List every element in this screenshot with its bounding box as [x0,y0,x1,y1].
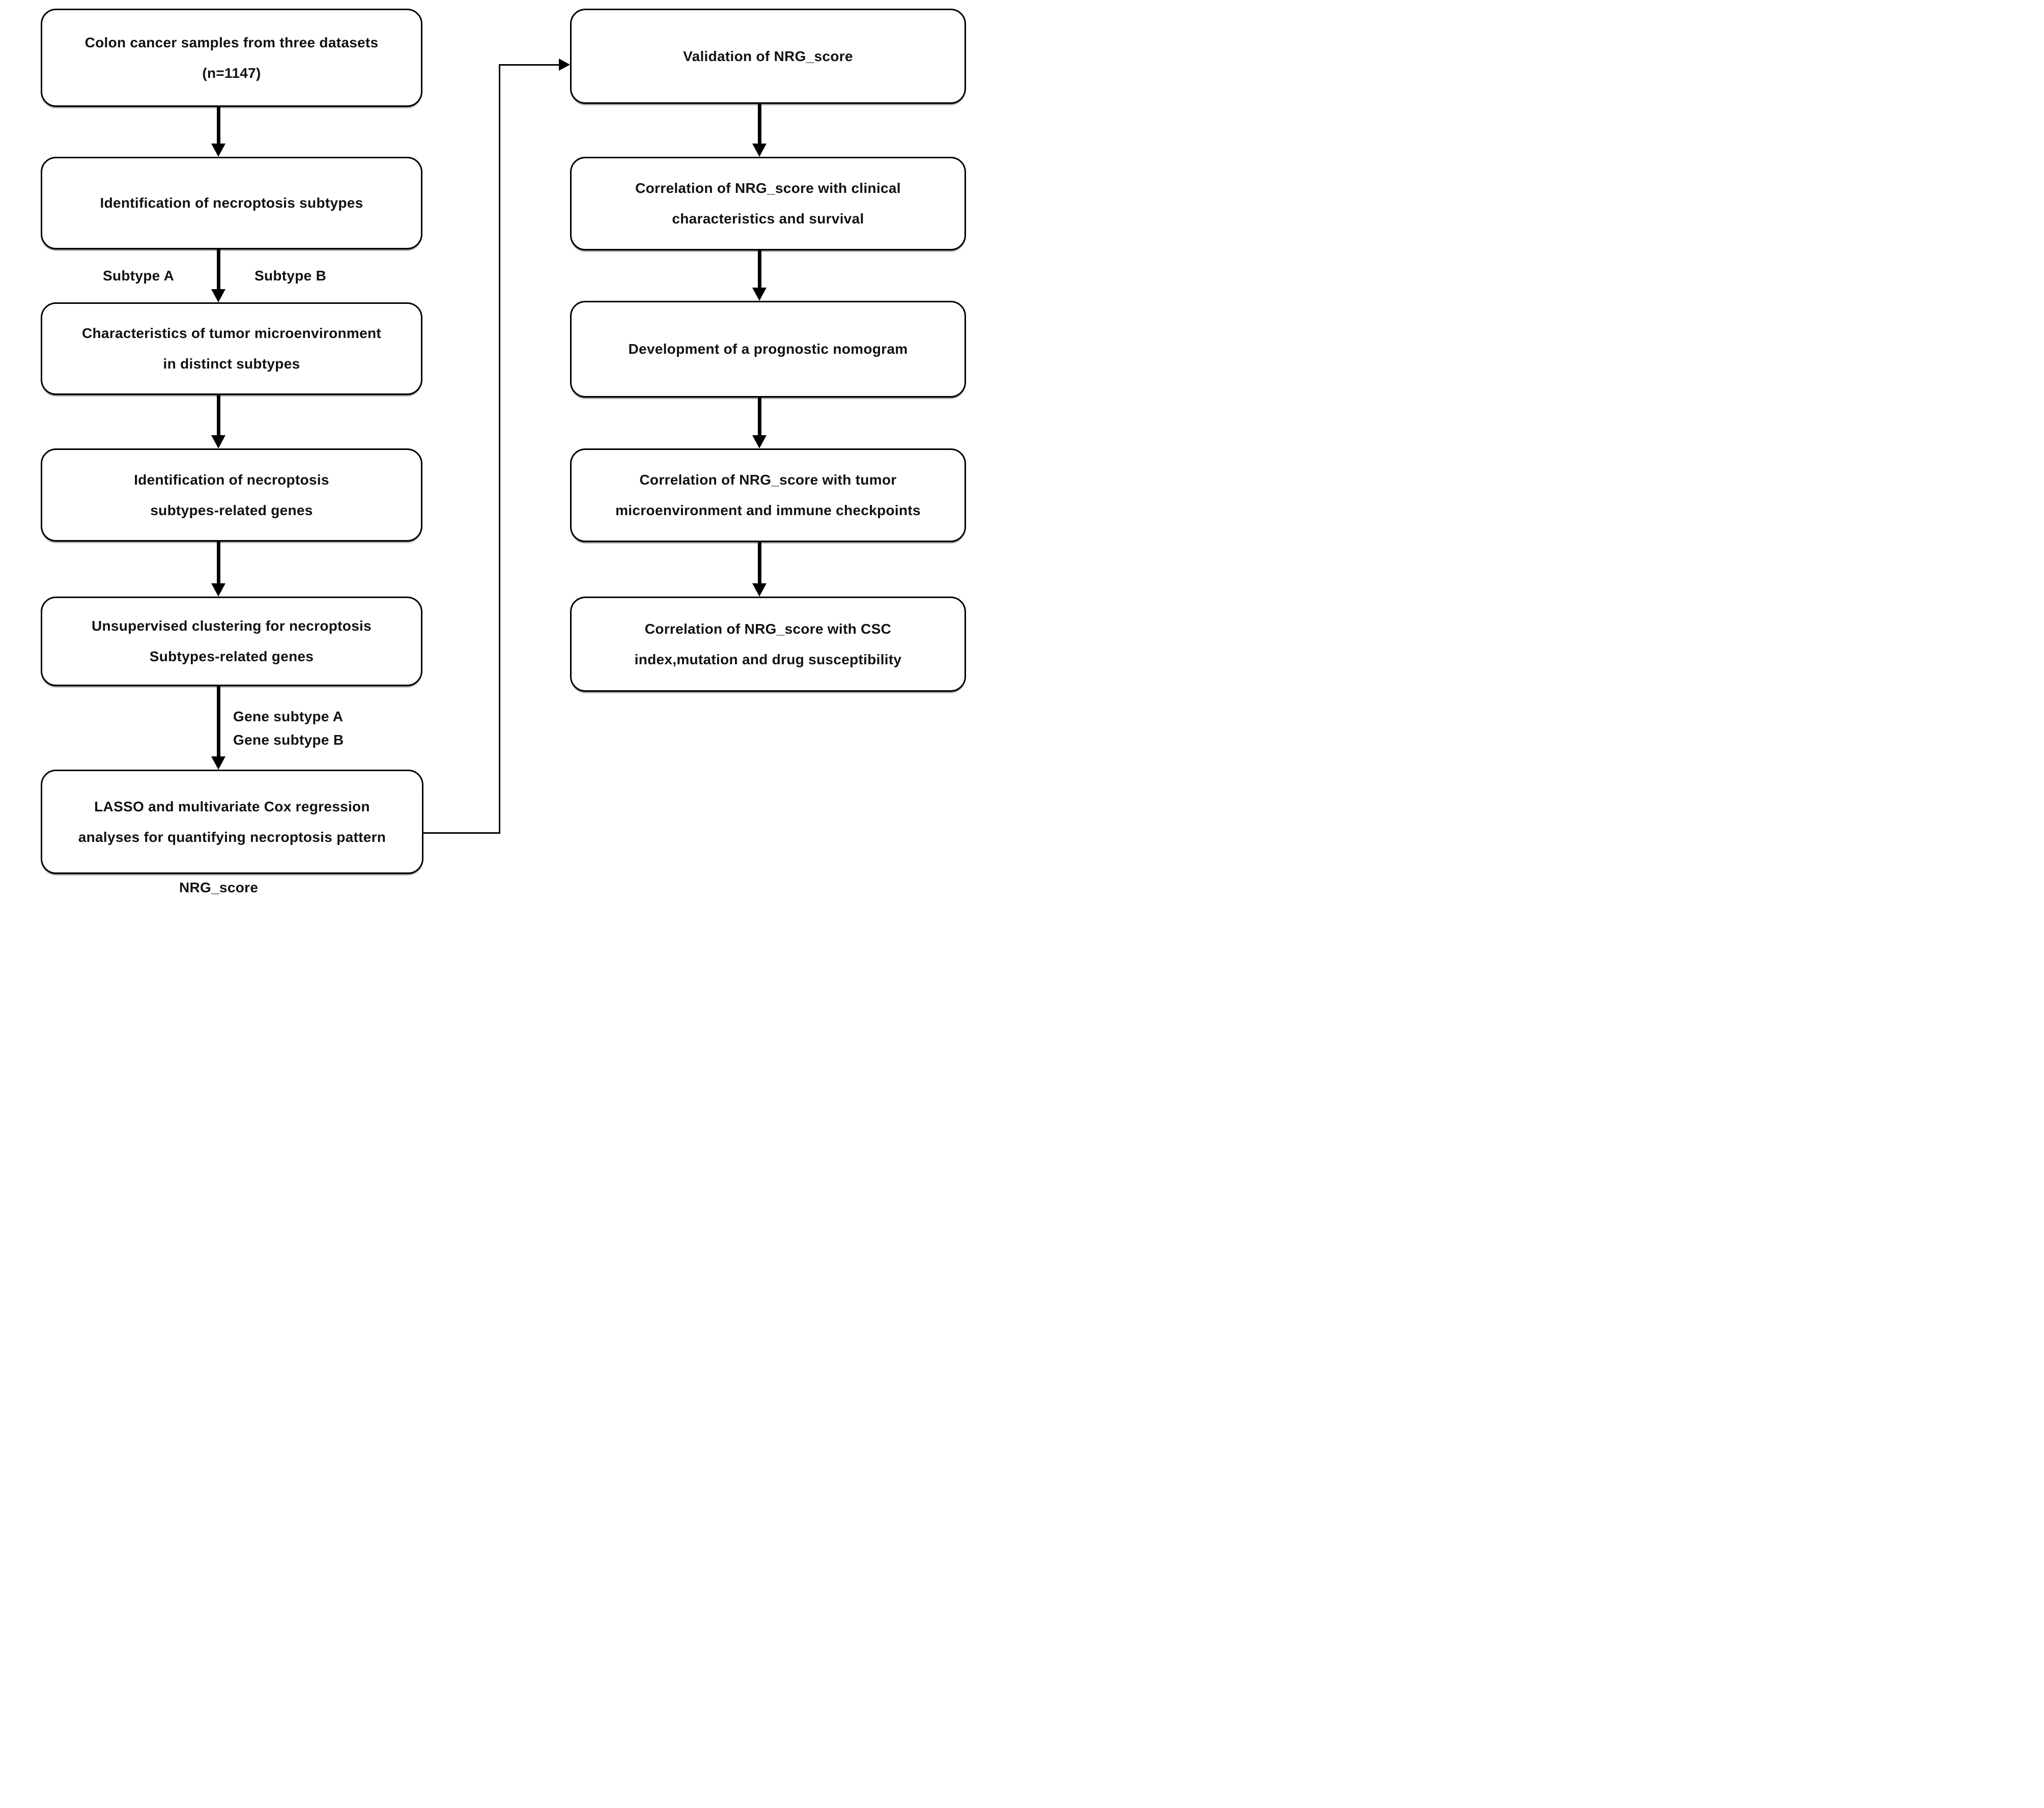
box-text-line: Subtypes-related genes [149,648,314,664]
arrow-head-icon [752,288,766,301]
box-text-line: LASSO and multivariate Cox regression [94,798,370,814]
box-nrg-csc-mutation-drug [570,597,966,692]
box-colon-cancer-samples [41,9,422,107]
flowchart-canvas [0,0,1022,904]
arrow-head-icon [752,435,766,448]
box-text-line: Identification of necroptosis subtypes [100,195,363,211]
box-text-line: Correlation of NRG_score with CSC [644,620,892,637]
arrow-subtypes-to-tme-icon [211,249,225,302]
box-text-line: index,mutation and drug susceptibility [634,651,902,667]
box-necroptosis-subtype-genes [41,448,422,542]
arrow-head-icon [211,756,225,770]
connector-bottom-segment [423,832,500,834]
arrow-shaft [758,250,761,288]
box-text-line: (n=1147) [202,65,261,81]
box-identify-necroptosis-subtypes [41,157,422,249]
arrow-head-icon [211,144,225,157]
box-nrg-clinical-survival [570,157,966,250]
arrow-nomogram-to-tme-icon [752,398,766,448]
box-lasso-cox-regression [41,770,423,874]
box-text-line: Characteristics of tumor microenvironment [82,325,381,342]
box-text-line: Unsupervised clustering for necroptosis [91,618,372,634]
arrow-head-icon [211,583,225,597]
arrow-head-icon [752,144,766,157]
box-text-line: analyses for quantifying necroptosis pattern [78,829,386,845]
arrow-clustering-to-lasso-icon [211,686,225,770]
arrow-head-icon [211,435,225,448]
arrow-tme-to-genes-icon [211,395,225,448]
arrow-shaft [758,542,761,583]
arrow-clinical-to-nomogram-icon [752,250,766,301]
arrow-genes-to-clustering-icon [211,542,225,597]
arrow-head-icon [211,289,225,302]
arrow-shaft [758,398,761,435]
label-gene-subtype-a: Gene subtype A [233,709,344,724]
arrow-validation-to-clinical-icon [752,104,766,157]
arrow-tme-to-csc-icon [752,542,766,597]
box-unsupervised-clustering [41,597,422,686]
label-subtype-a: Subtype A [103,268,175,284]
arrow-shaft [217,249,220,289]
label-gene-subtype-b: Gene subtype B [233,732,344,748]
box-text-line: subtypes-related genes [150,502,313,518]
arrow-head-icon [752,583,766,597]
box-nrg-tme-immune-checkpoints [570,448,966,542]
label-nrg-score: NRG_score [179,880,259,895]
box-tme-characteristics [41,302,422,395]
box-text-line: Correlation of NRG_score with clinical [635,180,901,196]
box-text-line: in distinct subtypes [163,356,300,372]
connector-arrowhead-icon [559,59,570,71]
arrow-samples-to-subtypes-icon [211,107,225,157]
arrow-shaft [217,107,220,144]
box-text-line: microenvironment and immune checkpoints [615,502,921,518]
arrow-shaft [217,686,220,756]
box-validation-nrg-score [570,9,966,104]
box-text-line: Colon cancer samples from three datasets [84,34,379,50]
arrow-shaft [217,395,220,435]
arrow-shaft [758,104,761,144]
box-text-line: characteristics and survival [672,211,864,227]
arrow-shaft [217,542,220,583]
label-subtype-b: Subtype B [254,268,327,284]
box-text-line: Development of a prognostic nomogram [628,341,908,357]
connector-top-segment [499,64,561,66]
connector-vertical-segment [499,64,500,834]
box-text-line: Validation of NRG_score [683,48,853,64]
box-text-line: Correlation of NRG_score with tumor [639,472,897,488]
box-text-line: Identification of necroptosis [134,471,329,488]
box-prognostic-nomogram [570,301,966,398]
